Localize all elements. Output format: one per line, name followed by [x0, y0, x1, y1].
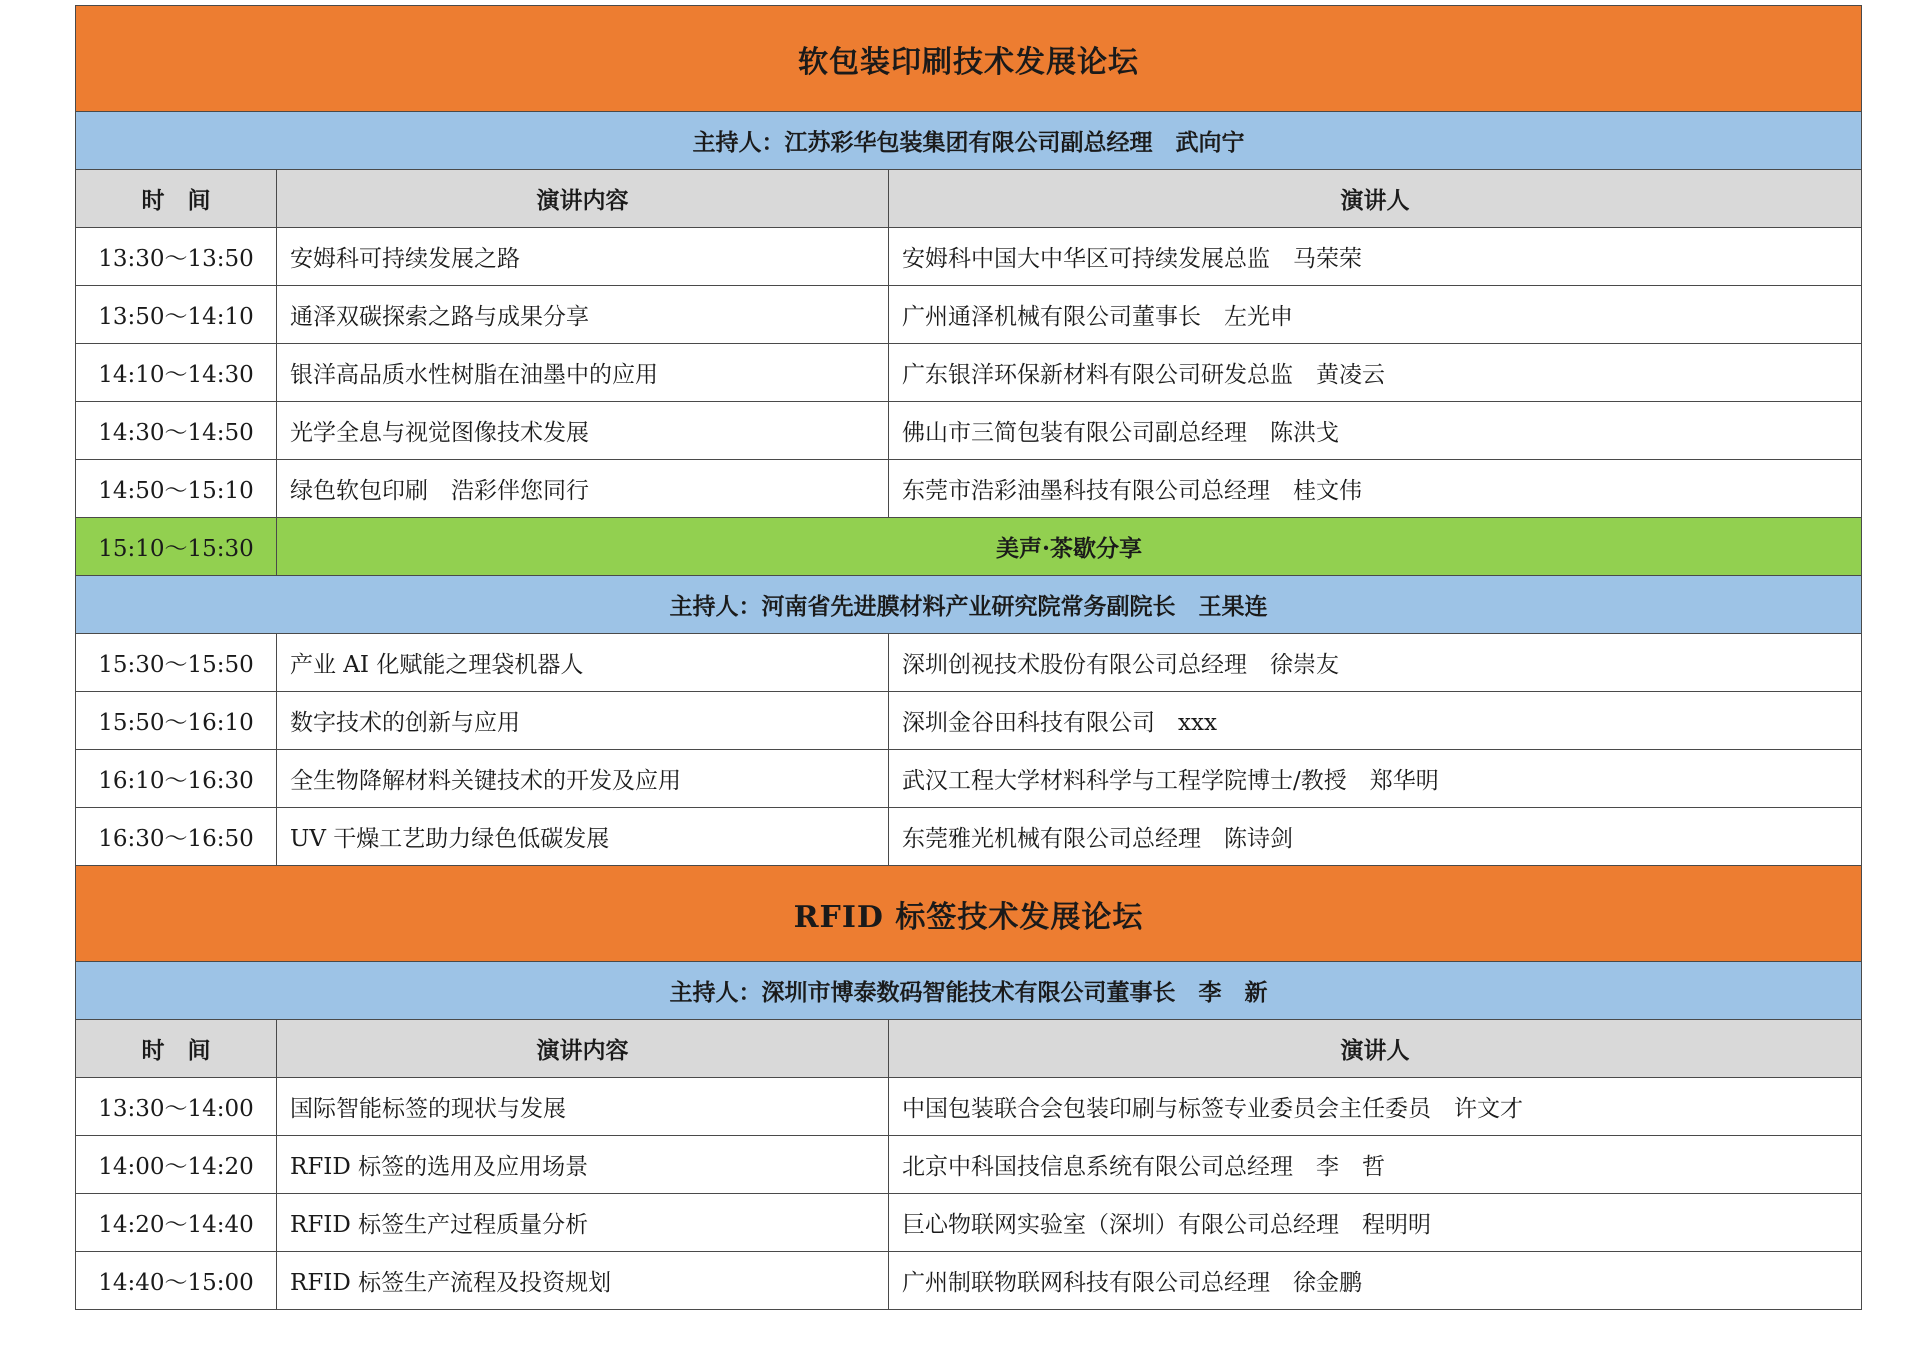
table-row — [76, 1252, 1862, 1310]
time-cell: 14:20～14:40 — [76, 1194, 277, 1252]
forum-title-row — [76, 6, 1862, 112]
header-topic: 演讲内容 — [277, 1020, 889, 1078]
speaker-cell: 巨心物联网实验室（深圳）有限公司总经理 程明明 — [889, 1194, 1862, 1252]
topic-cell: 产业 AI 化赋能之理袋机器人 — [277, 634, 889, 692]
host-label: 主持人：深圳市博泰数码智能技术有限公司董事长 李 新 — [76, 962, 1862, 1020]
table-row — [76, 286, 1862, 344]
table-row — [76, 344, 1862, 402]
break-time: 15:10～15:30 — [76, 518, 277, 576]
speaker-cell: 安姆科中国大中华区可持续发展总监 马荣荣 — [889, 228, 1862, 286]
topic-cell: 通泽双碳探索之路与成果分享 — [277, 286, 889, 344]
time-cell: 15:50～16:10 — [76, 692, 277, 750]
host-row — [76, 962, 1862, 1020]
break-row — [76, 518, 1862, 576]
time-cell: 14:30～14:50 — [76, 402, 277, 460]
table-row — [76, 634, 1862, 692]
table-row — [76, 1136, 1862, 1194]
topic-cell: 数字技术的创新与应用 — [277, 692, 889, 750]
forum-title: 软包装印刷技术发展论坛 — [76, 6, 1862, 112]
forum-title: RFID 标签技术发展论坛 — [76, 866, 1862, 962]
table-row — [76, 228, 1862, 286]
time-cell: 14:10～14:30 — [76, 344, 277, 402]
header-topic: 演讲内容 — [277, 170, 889, 228]
break-label: 美声·茶歇分享 — [277, 518, 1862, 576]
topic-cell: 银洋高品质水性树脂在油墨中的应用 — [277, 344, 889, 402]
table-row — [76, 1194, 1862, 1252]
topic-cell: RFID 标签生产过程质量分析 — [277, 1194, 889, 1252]
speaker-cell: 广州通泽机械有限公司董事长 左光申 — [889, 286, 1862, 344]
topic-cell: RFID 标签的选用及应用场景 — [277, 1136, 889, 1194]
topic-cell: UV 干燥工艺助力绿色低碳发展 — [277, 808, 889, 866]
speaker-cell: 深圳金谷田科技有限公司 xxx — [889, 692, 1862, 750]
time-cell: 16:30～16:50 — [76, 808, 277, 866]
time-cell: 14:50～15:10 — [76, 460, 277, 518]
agenda-table — [75, 5, 1862, 1310]
time-cell: 16:10～16:30 — [76, 750, 277, 808]
topic-cell: 光学全息与视觉图像技术发展 — [277, 402, 889, 460]
header-row — [76, 170, 1862, 228]
time-cell: 13:30～13:50 — [76, 228, 277, 286]
speaker-cell: 北京中科国技信息系统有限公司总经理 李 哲 — [889, 1136, 1862, 1194]
time-cell: 15:30～15:50 — [76, 634, 277, 692]
header-row — [76, 1020, 1862, 1078]
table-row — [76, 1078, 1862, 1136]
speaker-cell: 东莞市浩彩油墨科技有限公司总经理 桂文伟 — [889, 460, 1862, 518]
time-cell: 13:30～14:00 — [76, 1078, 277, 1136]
agenda-sheet — [75, 5, 1861, 1310]
time-cell: 14:00～14:20 — [76, 1136, 277, 1194]
header-speaker: 演讲人 — [889, 1020, 1862, 1078]
table-row — [76, 692, 1862, 750]
topic-cell: 绿色软包印刷 浩彩伴您同行 — [277, 460, 889, 518]
speaker-cell: 中国包装联合会包装印刷与标签专业委员会主任委员 许文才 — [889, 1078, 1862, 1136]
speaker-cell: 佛山市三简包装有限公司副总经理 陈洪戈 — [889, 402, 1862, 460]
host-label: 主持人：河南省先进膜材料产业研究院常务副院长 王果连 — [76, 576, 1862, 634]
time-cell: 14:40～15:00 — [76, 1252, 277, 1310]
header-time: 时 间 — [76, 1020, 277, 1078]
table-row — [76, 460, 1862, 518]
host-row — [76, 576, 1862, 634]
host-row — [76, 112, 1862, 170]
header-time: 时 间 — [76, 170, 277, 228]
topic-cell: 全生物降解材料关键技术的开发及应用 — [277, 750, 889, 808]
topic-cell: RFID 标签生产流程及投资规划 — [277, 1252, 889, 1310]
topic-cell: 安姆科可持续发展之路 — [277, 228, 889, 286]
time-cell: 13:50～14:10 — [76, 286, 277, 344]
speaker-cell: 广东银洋环保新材料有限公司研发总监 黄凌云 — [889, 344, 1862, 402]
host-label: 主持人：江苏彩华包装集团有限公司副总经理 武向宁 — [76, 112, 1862, 170]
speaker-cell: 广州制联物联网科技有限公司总经理 徐金鹏 — [889, 1252, 1862, 1310]
forum-title-row — [76, 866, 1862, 962]
header-speaker: 演讲人 — [889, 170, 1862, 228]
table-row — [76, 402, 1862, 460]
topic-cell: 国际智能标签的现状与发展 — [277, 1078, 889, 1136]
table-row — [76, 750, 1862, 808]
speaker-cell: 深圳创视技术股份有限公司总经理 徐崇友 — [889, 634, 1862, 692]
speaker-cell: 武汉工程大学材料科学与工程学院博士/教授 郑华明 — [889, 750, 1862, 808]
table-row — [76, 808, 1862, 866]
speaker-cell: 东莞雅光机械有限公司总经理 陈诗剑 — [889, 808, 1862, 866]
